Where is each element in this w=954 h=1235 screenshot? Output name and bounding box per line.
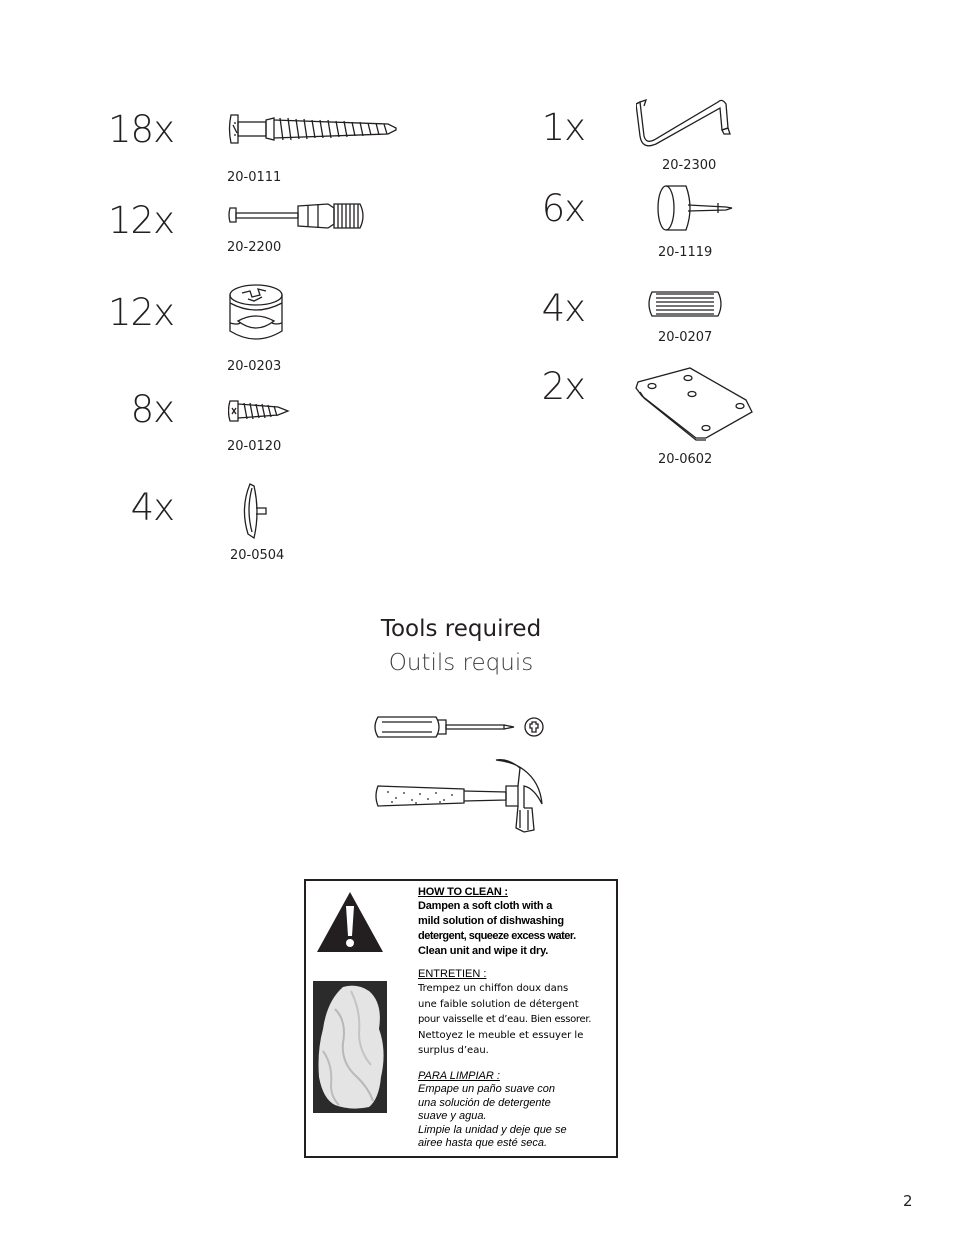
care-line: Clean unit and wipe it dry. [418, 945, 549, 957]
care-line: Empape un paño suave con [418, 1083, 555, 1095]
part-code: 20-1119 [658, 245, 713, 260]
care-text-en [418, 886, 618, 959]
allen-key-icon [636, 96, 734, 148]
care-text-fr [418, 968, 618, 1059]
part-code: 20-0120 [227, 439, 282, 454]
tools-title-en: Tools required [380, 616, 542, 642]
part-qty: 6x [541, 187, 585, 230]
part-qty: 8x [130, 388, 174, 431]
care-line: une faible solution de détergent [418, 998, 579, 1010]
warning-icon [315, 890, 385, 954]
part-code: 20-0111 [227, 170, 282, 185]
care-line: detergent, squeeze excess water. [418, 930, 576, 942]
care-line: Nettoyez le meuble et essuyer le [418, 1029, 584, 1041]
glide-nail-icon [656, 183, 734, 233]
care-heading-en: HOW TO CLEAN : [418, 886, 508, 898]
part-qty: 12x [108, 199, 174, 242]
wood-dowel-icon [646, 290, 726, 318]
screw-icon [228, 398, 290, 424]
shelf-support-icon [240, 482, 274, 540]
care-line: Dampen a soft cloth with a [418, 900, 553, 912]
care-instructions-box [304, 879, 618, 1158]
care-heading-fr: ENTRETIEN : [418, 968, 487, 980]
care-line: pour vaisselle et d’eau. Bien essorer. [418, 1014, 592, 1025]
cam-bolt-icon [228, 112, 400, 146]
care-line: Trempez un chiffon doux dans [418, 983, 569, 994]
cloth-icon [313, 981, 387, 1113]
part-code: 20-0504 [230, 548, 285, 563]
mending-plate-icon [634, 366, 756, 442]
care-heading-es: PARA LIMPIAR : [418, 1070, 500, 1082]
part-code: 20-0203 [227, 359, 282, 374]
care-text-es [418, 1070, 618, 1151]
part-qty: 4x [541, 287, 585, 330]
hammer-icon [374, 756, 546, 836]
part-qty: 1x [541, 106, 585, 149]
cam-lock-icon [228, 283, 284, 343]
phillips-screwdriver-icon [372, 714, 546, 740]
part-code: 20-0207 [658, 330, 713, 345]
part-code: 20-0602 [658, 452, 713, 467]
part-qty: 2x [541, 365, 585, 408]
tools-title-fr: Outils requis [388, 650, 534, 676]
care-line: surplus d’eau. [418, 1045, 489, 1056]
care-line: mild solution of dishwashing [418, 915, 564, 927]
part-code: 20-2200 [227, 240, 282, 255]
care-line: suave y agua. [418, 1110, 487, 1122]
connector-bolt-icon [228, 198, 368, 234]
part-qty: 12x [108, 291, 174, 334]
care-line: Limpie la unidad y deje que se [418, 1123, 567, 1136]
care-line: airee hasta que esté seca. [418, 1137, 548, 1149]
part-code: 20-2300 [662, 158, 717, 173]
part-qty: 4x [130, 486, 174, 529]
care-line: una solución de detergente [418, 1096, 551, 1109]
part-qty: 18x [108, 108, 174, 151]
page-number: 2 [903, 1192, 913, 1210]
